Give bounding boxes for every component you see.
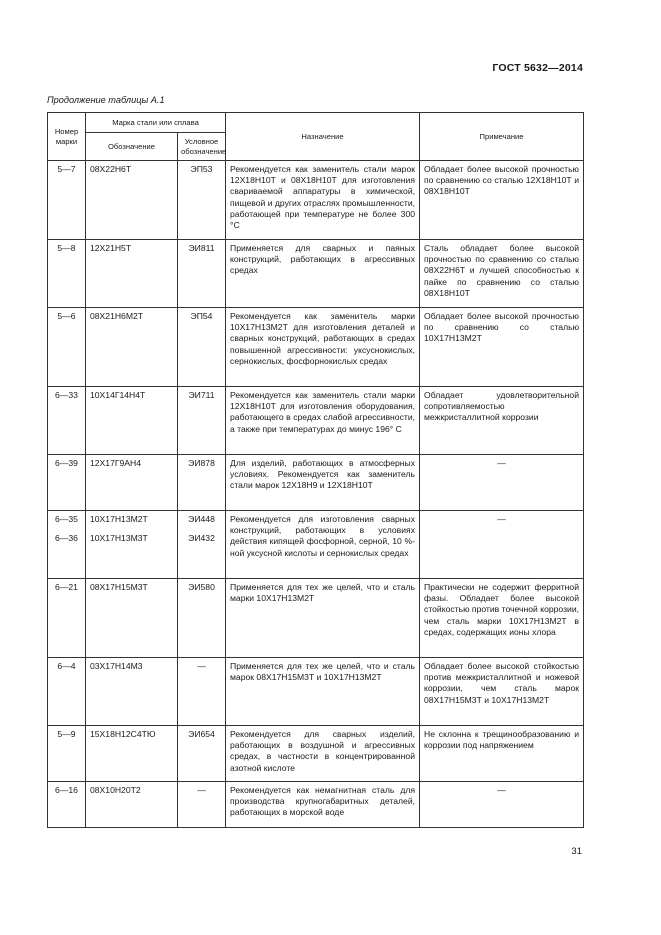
table-row xyxy=(48,726,584,782)
table-row xyxy=(48,579,584,658)
header-designation: Обозначение xyxy=(86,133,178,161)
header-number: Номер марки xyxy=(48,113,86,161)
table-row xyxy=(48,240,584,308)
grade-note: Практически не содержит ферритной фазы. Обладает более высокой стойкостью против точечной коррозии, чем сталь марки 10Х17Н13М2Т в средах, содержащих ионы хлора xyxy=(420,579,584,658)
grade-note: — xyxy=(420,511,584,579)
table-row xyxy=(48,511,584,579)
grade-purpose: Рекомендуется как заменитель марки 10Х17Н13М2Т для изготовления деталей и сварных конструкций, работающих в средах повышенной агрессивности: уксуснокислых, сернокислых, фосфорнокислых средах xyxy=(226,308,420,387)
grade-purpose: Применяется для тех же целей, что и сталь марок 08Х17Н15М3Т и 10Х17Н13М2Т xyxy=(226,658,420,726)
table-row xyxy=(48,308,584,387)
grade-number: 5—6 xyxy=(48,308,86,387)
grade-number: 5—7 xyxy=(48,161,86,240)
grade-designation: 08Х22Н6Т xyxy=(86,161,178,240)
grade-number: 6—35 xyxy=(55,514,78,524)
document-code: ГОСТ 5632—2014 xyxy=(492,62,583,74)
grade-note: Обладает более высокой стойкостью против межкристаллитной и ножевой коррозии, чем сталь марок 08Х17Н15М3Т и 10Х17Н13М2Т xyxy=(420,658,584,726)
grade-purpose: Рекомендуется как немагнитная сталь для производства крупногабаритных деталей, работающих в морской воде xyxy=(226,782,420,828)
grade-purpose: Применяется для сварных и паяных конструкций, работающих в агрессивных средах xyxy=(226,240,420,308)
grade-purpose: Для изделий, работающих в атмосферных условиях. Рекомендуется как заменитель стали марок 12Х18Н9 и 12Х18Н10Т xyxy=(226,455,420,511)
grade-number: 6—33 xyxy=(48,387,86,455)
header-purpose: Назначение xyxy=(226,113,420,161)
grade-conditional: ЭИ711 xyxy=(178,387,226,455)
grade-designation-second: 10Х17Н13М3Т xyxy=(90,533,148,544)
grade-conditional: ЭИ654 xyxy=(178,726,226,782)
grade-purpose: Применяется для тех же целей, что и сталь марки 10Х17Н13М2Т xyxy=(226,579,420,658)
grade-purpose: Рекомендуется как заменитель стали марок 12Х18Н10Т и 08Х18Н10Т для изготовления свариваемой аппаратуры в химической, пищевой и других отраслях промышленности, работающей при температуре не более 300 °С xyxy=(226,161,420,240)
grade-number: 5—9 xyxy=(48,726,86,782)
grade-number: 6—16 xyxy=(48,782,86,828)
grade-number: 6—4 xyxy=(48,658,86,726)
table-caption: Продолжение таблицы А.1 xyxy=(47,95,165,105)
grade-number: 6—21 xyxy=(48,579,86,658)
grade-purpose: Рекомендуется для сварных изделий, работающих в воздушной и агрессивных средах, в частности в концентрированной азотной кислоте xyxy=(226,726,420,782)
table-row xyxy=(48,161,584,240)
grade-designation: 12Х17Г9АН4 xyxy=(86,455,178,511)
grade-conditional: — xyxy=(178,658,226,726)
header-note: Примечание xyxy=(420,113,584,161)
grade-note: — xyxy=(420,782,584,828)
grade-designation: 15Х18Н12С4ТЮ xyxy=(86,726,178,782)
grade-conditional: ЭИ878 xyxy=(178,455,226,511)
grade-number-pair xyxy=(48,511,86,579)
grade-conditional: ЭИ811 xyxy=(178,240,226,308)
grade-note: Сталь обладает более высокой прочностью по сравнению со сталью 08Х22Н6Т и лучшей способностью к пайке по сравнению со сталью 08Х18Н10Т xyxy=(420,240,584,308)
grade-conditional: ЭП53 xyxy=(178,161,226,240)
page-number: 31 xyxy=(571,846,582,857)
grade-number: 6—39 xyxy=(48,455,86,511)
grade-conditional: — xyxy=(178,782,226,828)
header-grade-group: Марка стали или сплава xyxy=(86,113,226,133)
grade-designation: 10Х17Н13М2Т xyxy=(90,514,148,524)
grade-conditional: ЭИ448 xyxy=(188,514,215,524)
grade-conditional: ЭП54 xyxy=(178,308,226,387)
grade-note: Обладает более высокой прочностью по сравнению со сталью 12Х18Н10Т и 08Х18Н10Т xyxy=(420,161,584,240)
grade-purpose: Рекомендуется как заменитель стали марки 12Х18Н10Т для изготовления оборудования, работающего в средах слабой агрессивности, а также при температурах до минус 196° С xyxy=(226,387,420,455)
table-row xyxy=(48,658,584,726)
grade-purpose: Рекомендуется для изготовления сварных конструкций, работающих в условиях действия кипящей фосфорной, серной, 10 %-ной уксусной кислоты и сернокислых средах xyxy=(226,511,420,579)
grade-conditional-second: ЭИ432 xyxy=(188,533,215,544)
grade-number: 5—8 xyxy=(48,240,86,308)
grade-note: Не склонна к трещинообразованию и коррозии под напряжением xyxy=(420,726,584,782)
grade-designation: 08Х21Н6М2Т xyxy=(86,308,178,387)
grade-note: Обладает удовлетворительной сопротивляемостью межкристаллитной коррозии xyxy=(420,387,584,455)
header-conditional: Условное обозначение xyxy=(178,133,226,161)
grade-designation: 08Х17Н15М3Т xyxy=(86,579,178,658)
grade-note: — xyxy=(420,455,584,511)
table-row xyxy=(48,455,584,511)
grade-number-second: 6—36 xyxy=(55,533,78,544)
table-row xyxy=(48,387,584,455)
grade-designation: 08Х10Н20Т2 xyxy=(86,782,178,828)
grade-designation: 12Х21Н5Т xyxy=(86,240,178,308)
grade-designation: 03Х17Н14М3 xyxy=(86,658,178,726)
grade-conditional: ЭИ580 xyxy=(178,579,226,658)
grade-designation-pair xyxy=(86,511,178,579)
table-row xyxy=(48,782,584,828)
grade-conditional-pair xyxy=(178,511,226,579)
steel-grades-table xyxy=(47,112,584,828)
grade-designation: 10Х14Г14Н4Т xyxy=(86,387,178,455)
grade-note: Обладает более высокой прочностью по сравнению со сталью 10Х17Н13М2Т xyxy=(420,308,584,387)
